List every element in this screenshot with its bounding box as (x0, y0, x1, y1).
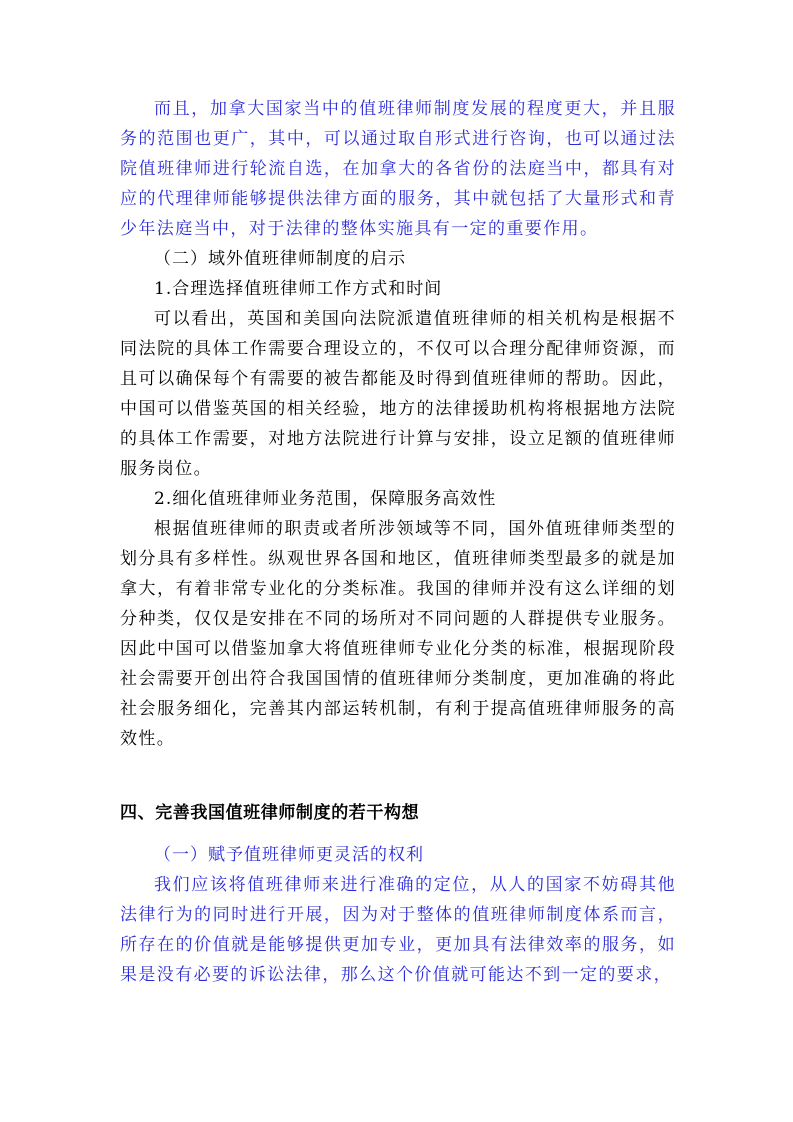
section-heading-foreign-inspiration: （二）域外值班律师制度的启示 (154, 249, 406, 269)
paragraph-positioning: 我们应该将值班律师来进行准确的定位，从人的国家不妨碍其他法律行为的同时进行开展，因为对于整体的值班律师制度体系而言，所存在的价值就是能够提供更加专业，更加具有法律效率的服务，如果是没有必要的诉讼法律，那么这个价值就可能达不到一定的要求， (120, 875, 676, 985)
paragraph-canada-duty-lawyer: 而且，加拿大国家当中的值班律师制度发展的程度更大，并且服务的范围也更广，其中，可以通过取自形式进行咨询，也可以通过法院值班律师进行轮流自选，在加拿大的各省份的法庭当中，都具有对应的代理律师能够提供法律方面的服务，其中就包括了大量形式和青少年法庭当中，对于法律的整体实施具有一定的重要作用。 (120, 99, 676, 239)
paragraph-uk-us-experience: 可以看出，英国和美国向法院派遣值班律师的相关机构是根据不同法院的具体工作需要合理设立的，不仅可以合理分配律师资源，而且可以确保每个有需要的被告都能及时得到值班律师的帮助。因此，中国可以借鉴英国的相关经验，地方的法律援助机构将根据地方法院的具体工作需要，对地方法院进行计算与安排，设立足额的值班律师服务岗位。 (120, 309, 676, 479)
list-item-business-scope: 2.细化值班律师业务范围，保障服务高效性 (154, 489, 497, 509)
chapter-heading-four: 四、完善我国值班律师制度的若干构想 (120, 803, 420, 823)
section-spacer (120, 754, 676, 798)
document-page (120, 94, 676, 990)
paragraph-classification: 根据值班律师的职责或者所涉领域等不同，国外值班律师类型的划分具有多样性。纵观世界各国和地区，值班律师类型最多的就是加拿大，有着非常专业化的分类标准。我国的律师并没有这么详细的划分种类，仅仅是安排在不同的场所对不同问题的人群提供专业服务。因此中国可以借鉴加拿大将值班律师专业化分类的标准，根据现阶段社会需要开创出符合我国国情的值班律师分类制度，更加准确的将此社会服务细化，完善其内部运转机制，有利于提高值班律师服务的高效性。 (120, 519, 676, 749)
section-heading-flexible-rights: （一）赋予值班律师更灵活的权利 (154, 845, 424, 865)
list-item-work-mode: 1.合理选择值班律师工作方式和时间 (154, 279, 443, 299)
